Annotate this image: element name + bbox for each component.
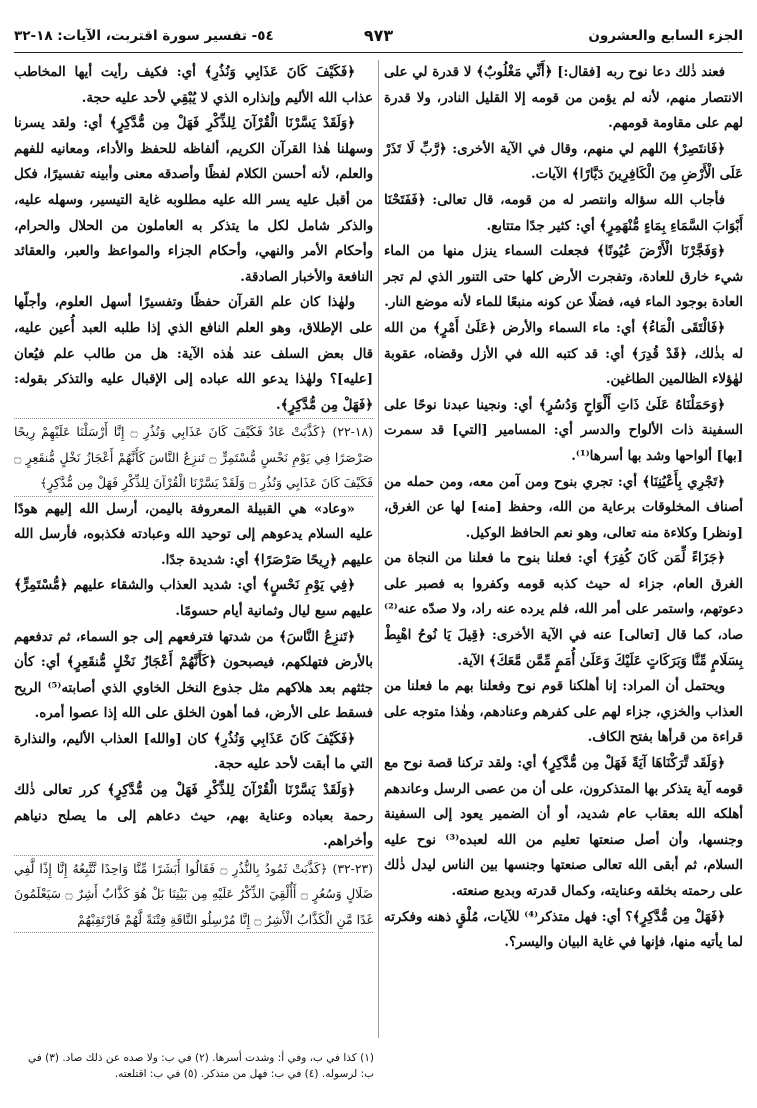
paragraph: ﴿فَكَيْفَ كَانَ عَذَابِي وَنُذُرِ﴾ أي: فكيف رأيت أيها المخاطب عذاب الله الأليم وإنذاره الذي لا يُبْقِي لأحد عليه حجة. [14, 65, 373, 106]
footnotes: (١) كذا في ب، وفي أ: وشدت أسرها. (٢) في ب: ولا صده عن ذلك صاد. (٣) في ب: لرسوله. (٤) في ب: فهل من متذكر. (٥) في ب: اقتلعته. [28, 1052, 374, 1080]
paragraph: فعند ذٰلك دعا نوح ربه [فقال:] ﴿أَنِّي مَغْلُوبٌ﴾ لا قدرة لي على الانتصار منهم، لأنه لم يؤمن من قومه إلا القليل النادر، ولا قدرة لهم على مقاومة قومهم. [384, 65, 743, 132]
quran-verse-block: (١٨-٢٢) ﴿كَذَّبَتْ عَادٌ فَكَيْفَ كَانَ عَذَابِي وَنُذُرِ ۝ إِنَّا أَرْسَلْنَا عَلَيْهِمْ رِيحًا صَرْصَرًا فِي يَوْمِ نَحْسٍ مُّسْتَمِرٍّ ۝ تَنزِعُ النَّاسَ كَأَنَّهُمْ أَعْجَازُ نَخْلٍ مُّنقَعِرٍ ۝ فَكَيْفَ كَانَ عَذَابِي وَنُذُرِ ۝ وَلَقَدْ يَسَّرْنَا الْقُرْآنَ لِلذِّكْرِ فَهَلْ مِن مُّدَّكِرٍ﴾ [14, 418, 373, 496]
paragraph: ﴿فَالْتَقَى الْمَاءُ﴾ أي: ماء السماء والأرض ﴿عَلَىٰ أَمْرٍ﴾ من الله له بذٰلك، ﴿قَدْ قُدِرَ﴾ أي: قد كتبه الله في الأزل وقضاه، عقوبة لهٰؤلاء الظالمين الطاغين. [384, 320, 743, 388]
header-part-title: الجزء السابع والعشرون [588, 28, 743, 44]
paragraph: ﴿فَهَلْ مِن مُّدَّكِرٍ﴾؟ أي: فهل متذكر⁽⁴⁾ للآيات، مُلْقٍ ذهنه وفكرته لما يأتيه منها، فإنها في غاية البيان واليسر؟. [384, 909, 743, 951]
paragraph: ﴿فَانتَصِرْ﴾ اللهم لي منهم، وقال في الآية الأخرى: ﴿رَّبِّ لَا تَذَرْ عَلَى الْأَرْضِ مِنَ الْكَافِرِينَ دَيَّارًا﴾ الآيات. [384, 141, 743, 183]
paragraph: فأجاب الله سؤاله وانتصر له من قومه، قال تعالى: ﴿فَفَتَحْنَا أَبْوَابَ السَّمَاءِ بِمَاءٍ مُّنْهَمِرٍ﴾ أي: كثير جدًا متتابع. [384, 192, 743, 234]
left-column [14, 40, 373, 933]
column-divider [378, 60, 379, 1038]
quran-verse-block: (٢٣-٣٢) ﴿كَذَّبَتْ ثَمُودُ بِالنُّذُرِ ۝ فَقَالُوا أَبَشَرًا مِّنَّا وَاحِدًا نَّتَّبِعُهُ إِنَّا إِذًا لَّفِي ضَلَالٍ وَسُعُرٍ ۝ أَأُلْقِيَ الذِّكْرُ عَلَيْهِ مِن بَيْنِنَا بَلْ هُوَ كَذَّابٌ أَشِرٌ ۝ سَيَعْلَمُونَ غَدًا مَّنِ الْكَذَّابُ الْأَشِرُ ۝ إِنَّا مُرْسِلُو النَّاقَةِ فِتْنَةً لَّهُمْ فَارْتَقِبْهُمْ [14, 855, 373, 933]
paragraph: ﴿فِي يَوْمِ نَحْسٍ﴾ أي: شديد العذاب والشقاء عليهم ﴿مُّسْتَمِرٍّ﴾ عليهم سبع ليال وثمانية أيام حسومًا. [14, 578, 373, 619]
paragraph: ﴿وَحَمَلْنَاهُ عَلَىٰ ذَاتِ أَلْوَاحٍ وَدُسُرٍ﴾ أي: ونجينا عبدنا نوحًا على السفينة ذات الألواح والدسر أي: المسامير [التي] قد سمرت [بها] ألواحها وشد بها أسرها⁽¹⁾. [384, 397, 743, 464]
paragraph: ويحتمل أن المراد: إنا أهلكنا قوم نوح وفعلنا بهم ما فعلنا من العذاب والخزي، جزاء لهم على كفرهم وعنادهم، وهٰذا متوجه على قراءة من قرأها بفتح الكاف. [384, 679, 743, 746]
right-column [384, 60, 743, 956]
paragraph: ﴿جَزَاءً لِّمَن كَانَ كُفِرَ﴾ أي: فعلنا بنوح ما فعلنا من النجاة من الغرق العام، جزاء له حيث كذبه قومه وكفروا به فصبر على دعوتهم، واستمر على أمر الله، فلم يرده عنه راد، ولا صدّه عنه⁽²⁾ صاد، كما قال [تعالى] عنه في الآية الأخرى: ﴿قِيلَ يَا نُوحُ اهْبِطْ بِسَلَامٍ مِّنَّا وَبَرَكَاتٍ عَلَيْكَ وَعَلَىٰ أُمَمٍ مِّمَّن مَّعَكَ﴾ الآية. [384, 551, 743, 669]
page-number: ٩٧٣ [363, 26, 394, 45]
header-surah-title: ٥٤- تفسير سورة اقتربت، الآيات: ١٨-٣٢ [14, 28, 274, 44]
paragraph: ﴿تَنزِعُ النَّاسَ﴾ من شدتها فترفعهم إلى جو السماء، ثم تدفعهم بالأرض فتهلكهم، فيصبحون ﴿كَأَنَّهُمْ أَعْجَازُ نَخْلٍ مُّنقَعِرٍ﴾ أي: كأن جثثهم بعد هلاكهم مثل جذوع النخل الخاوي الذي أصابته⁽⁵⁾ الريح فسقط على الأرض، فما أهون الخلق على الله إذا عصوا أمره. [14, 629, 373, 722]
paragraph: «وعاد» هي القبيلة المعروفة باليمن، أرسل الله إليهم هودًا عليه السلام يدعوهم إلى توحيد الله وعبادته فكذبوه، فأرسل الله عليهم ﴿رِيحًا صَرْصَرًا﴾ أي: شديدة جدًا. [14, 501, 373, 568]
paragraph: ﴿وَلَقَدْ يَسَّرْنَا الْقُرْآنَ لِلذِّكْرِ فَهَلْ مِن مُّدَّكِرٍ﴾ أي: ولقد يسرنا وسهلنا هٰذا القرآن الكريم، ألفاظه للحفظ والأداء، ومعانيه للفهم والعلم، لأنه أحسن الكلام لفظًا وأصدقه معنى وأبينه تفسيرًا، فكل من أقبل عليه يسر الله عليه مطلوبه غاية التيسير، وسهله عليه، والذكر شامل لكل ما يتذكر به العاملون من الحلال والحرام، وأحكام الأمر والنهي، وأحكام الجزاء والمواعظ والعبر، والعقائد النافعة والأخبار الصادقة. [14, 116, 373, 285]
paragraph: ﴿تَجْرِي بِأَعْيُنِنَا﴾ أي: تجري بنوح ومن آمن معه، ومن حمله من أصناف المخلوقات برعاية من الله، وحفظ [منه] لها عن الغرق، [ونظر] وكلاءة منه تعالى، وهو نعم الحافظ الوكيل. [384, 474, 743, 541]
paragraph: ﴿فَكَيْفَ كَانَ عَذَابِي وَنُذُرِ﴾ كان [والله] العذاب الأليم، والنذارة التي ما أبقت لأحد عليه حجة. [14, 731, 373, 773]
paragraph: ﴿وَلَقَد تَّرَكْنَاهَا آيَةً فَهَلْ مِن مُّدَّكِرٍ﴾ أي: ولقد تركنا قصة نوح مع قومه آية يتذكر بها المتذكرون، على أن من عصى الرسل وعاندهم أهلكه الله بعقاب عام شديد، أو أن الضمير يعود إلى السفينة وجنسها، وأن أصل صنعتها تعليم من الله لعبده⁽³⁾ نوح عليه السلام، ثم أبقى الله تعالى صنعتها وجنسها بين الناس ليدل ذٰلك على رحمته بخلقه وعنايته، وكمال قدرته وبديع صنعته. [384, 756, 743, 899]
paragraph: ﴿وَلَقَدْ يَسَّرْنَا الْقُرْآنَ لِلذِّكْرِ فَهَلْ مِن مُّدَّكِرٍ﴾ كرر تعالى ذٰلك رحمة بعباده وعناية بهم، حيث دعاهم إلى ما يصلح دنياهم وأخراهم. [14, 783, 373, 850]
paragraph: ﴿وَفَجَّرْنَا الْأَرْضَ عُيُونًا﴾ فجعلت السماء ينزل منها من الماء شيء خارق للعادة، وتفجرت الأرض كلها حتى التنور الذي لم تجر العادة بوجود الماء فيه، فضلًا عن كونه منبعًا للماء لأنه موضع النار. [384, 244, 743, 311]
paragraph: ولهٰذا كان علم القرآن حفظًا وتفسيرًا أسهل العلوم، وأجلّها على الإطلاق، وهو العلم النافع الذي إذا طلبه العبد أُعين عليه، قال بعض السلف عند هٰذه الآية: هل من طالب علم فيُعان [عليه]؟ ولهٰذا يدعو الله عباده إلى الإقبال عليه والتذكر بقوله: ﴿فَهَلْ مِن مُّدَّكِرٍ﴾. [14, 295, 373, 413]
